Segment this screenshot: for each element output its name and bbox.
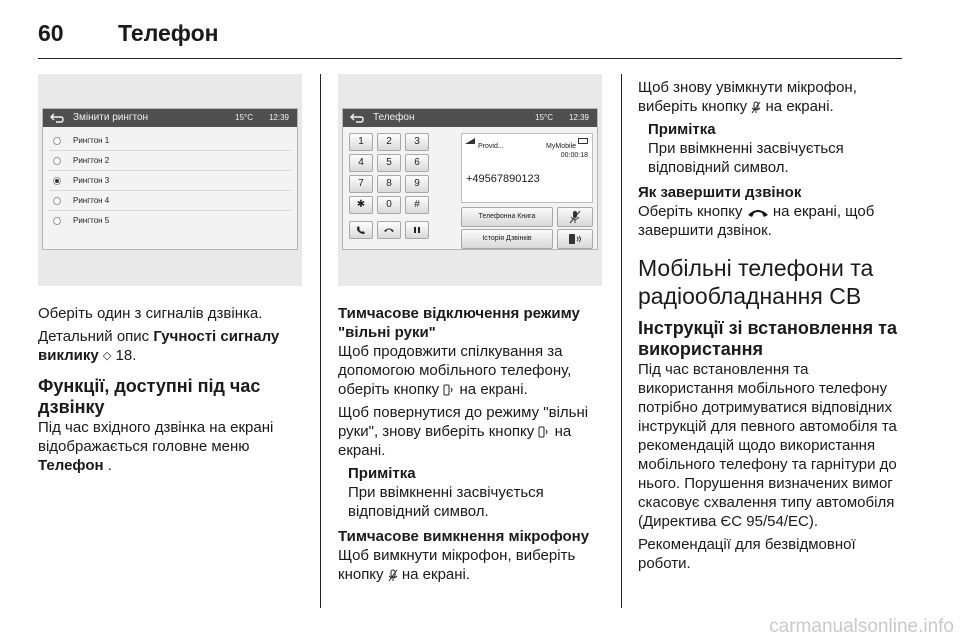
key-8[interactable]: 8 xyxy=(377,175,401,193)
clock: 12:39 xyxy=(568,113,589,122)
microphone-icon xyxy=(751,101,761,114)
phone-number: +49567890123 xyxy=(466,173,540,185)
ringtone-screen xyxy=(42,108,298,250)
watermark: carmanualsonline.info xyxy=(769,616,954,637)
microphone-off-icon xyxy=(388,569,398,582)
temperature: 15°C xyxy=(235,113,253,122)
phone-screen xyxy=(342,108,598,250)
screen-title: Телефон xyxy=(373,112,415,123)
heading-installation: Інструкції зі встановлення та використання xyxy=(638,318,897,359)
paragraph-mic-off: Щоб вимкнути мікрофон, виберіть кнопку на екрані. xyxy=(338,547,576,583)
call-button[interactable] xyxy=(349,221,373,239)
handset-icon xyxy=(568,233,582,245)
key-2[interactable]: 2 xyxy=(377,133,401,151)
column-1 xyxy=(38,74,302,479)
page-header xyxy=(38,14,902,50)
heading-call-functions: Функції, доступні під час дзвінку xyxy=(38,376,261,417)
paragraph-select-ringtone: Оберіть один з сигналів дзвінка. xyxy=(38,305,263,322)
screen-title-bar xyxy=(343,109,597,127)
column-2 xyxy=(338,74,608,588)
mute-mic-button[interactable] xyxy=(557,207,593,227)
column-3 xyxy=(638,78,902,577)
back-icon[interactable] xyxy=(50,113,64,123)
paragraph-incoming-call: Під час вхідного дзвінка на екрані відображається головне меню Телефон . xyxy=(38,419,274,474)
operator-name: MyMobile xyxy=(546,143,576,150)
heading-end-call: Як завершити дзвінок xyxy=(638,184,802,201)
paragraph-installation: Під час встановлення та використання мобільного телефону потрібно дотримуватися відповідних інструкцій для певного автомобіля та рекомендацій щодо використання мобільного телефону та гарнітури до нього. Порушення визначених вимог скасовує схвалення типу автомобіля (Директива ЄС 95/54/ЕС). xyxy=(638,361,897,530)
paragraph-handsfree-off: Щоб продовжити спілкування за допомогою мобільного телефону, оберіть кнопку на екрані. xyxy=(338,343,572,398)
key-6[interactable]: 6 xyxy=(405,154,429,172)
paragraph-volume-ref: Детальний опис Гучності сигналу виклику ◇ 18. xyxy=(38,328,280,364)
key-hash[interactable]: # xyxy=(405,196,429,214)
note-box xyxy=(338,464,608,521)
paragraph-recommendations: Рекомендації для безвідмовної роботи. xyxy=(638,536,856,572)
list-item[interactable]: Рингтон 2 xyxy=(49,151,291,171)
list-item[interactable]: Рингтон 1 xyxy=(49,131,291,151)
heading-mic-off: Тимчасове вимкнення мікрофону xyxy=(338,528,590,545)
paragraph-handsfree-on: Щоб повернутися до режиму "вільні руки", знову виберіть кнопку на екрані. xyxy=(338,404,589,459)
handset-icon xyxy=(443,384,455,396)
column-divider-1 xyxy=(320,74,321,608)
page-ref-icon: ◇ xyxy=(102,350,112,362)
note-text: При ввімкненні засвічується відповідний символ. xyxy=(348,484,544,520)
caller-name: Provid... xyxy=(478,143,504,150)
radio-selected-icon[interactable] xyxy=(53,177,61,185)
note-box xyxy=(638,120,902,177)
page-number: 60 xyxy=(38,20,64,46)
ringtone-screenshot xyxy=(38,74,302,286)
heading-handsfree-off: Тимчасове відключення режиму "вільні руки" xyxy=(338,305,580,341)
call-duration: 00:00:18 xyxy=(560,152,588,159)
key-9[interactable]: 9 xyxy=(405,175,429,193)
end-call-button[interactable] xyxy=(377,221,401,239)
page-title: Телефон xyxy=(118,20,219,46)
battery-icon xyxy=(578,138,588,144)
signal-icon xyxy=(465,138,475,144)
note-title: Примітка xyxy=(348,465,416,482)
phonebook-button[interactable]: Телефонна Книга xyxy=(461,207,553,227)
hang-up-icon xyxy=(747,207,769,218)
call-history-button[interactable]: Історія Дзвінків xyxy=(461,229,553,249)
key-star[interactable]: ✱ xyxy=(349,196,373,214)
hold-button[interactable] xyxy=(405,221,429,239)
radio-icon[interactable] xyxy=(53,217,61,225)
key-7[interactable]: 7 xyxy=(349,175,373,193)
clock: 12:39 xyxy=(268,113,289,122)
link-ring-volume[interactable]: Гучності сигналу виклику xyxy=(38,328,280,364)
microphone-off-icon xyxy=(569,210,581,224)
heading-mobile-phones: Мобільні телефони та радіообладнання СВ xyxy=(638,255,874,309)
phone-screenshot xyxy=(338,74,602,286)
list-item[interactable]: Рингтон 4 xyxy=(49,191,291,211)
radio-icon[interactable] xyxy=(53,137,61,145)
hang-up-icon xyxy=(383,226,395,234)
ringtone-list xyxy=(43,127,297,231)
list-item[interactable]: Рингтон 3 xyxy=(49,171,291,191)
temperature: 15°C xyxy=(535,113,553,122)
key-4[interactable]: 4 xyxy=(349,154,373,172)
screen-title: Змінити рингтон xyxy=(73,112,149,123)
note-title: Примітка xyxy=(648,121,716,138)
key-3[interactable]: 3 xyxy=(405,133,429,151)
screen-title-bar xyxy=(43,109,297,127)
note-text: При ввімкненні засвічується відповідний символ. xyxy=(648,140,844,176)
key-0[interactable]: 0 xyxy=(377,196,401,214)
pause-icon xyxy=(413,226,421,234)
list-item[interactable]: Рингтон 5 xyxy=(49,211,291,231)
header-rule xyxy=(38,58,902,59)
handset-icon xyxy=(538,426,550,438)
key-5[interactable]: 5 xyxy=(377,154,401,172)
handset-mode-button[interactable] xyxy=(557,229,593,249)
paragraph-end-call: Оберіть кнопку на екрані, щоб завершити дзвінок. xyxy=(638,203,875,239)
paragraph-mic-on: Щоб знову увімкнути мікрофон, виберіть кнопку на екрані. xyxy=(638,79,857,115)
radio-icon[interactable] xyxy=(53,157,61,165)
back-icon[interactable] xyxy=(350,113,364,123)
phone-icon xyxy=(356,225,366,235)
key-1[interactable]: 1 xyxy=(349,133,373,151)
column-divider-2 xyxy=(621,74,622,608)
call-info-panel xyxy=(461,133,593,203)
radio-icon[interactable] xyxy=(53,197,61,205)
